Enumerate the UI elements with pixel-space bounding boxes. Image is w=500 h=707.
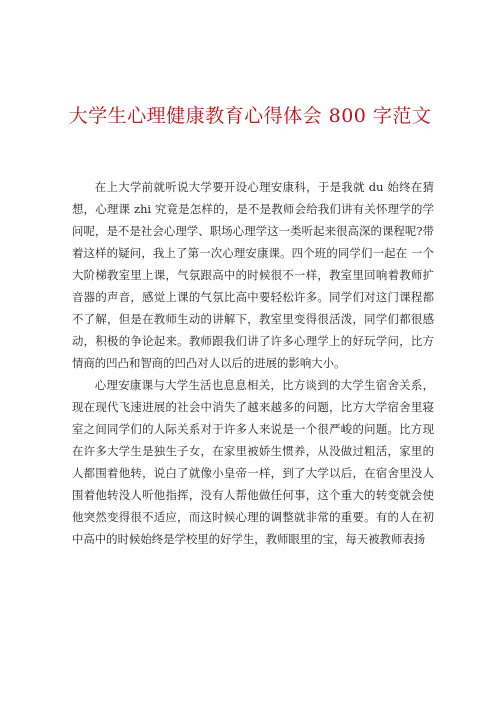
document-body (72, 176, 434, 550)
paragraph-2: 心理安康课与大学生活也息息相关，比方谈到的大学生宿舍关系，现在现代飞速进展的社会中消失了越来越多的问题，比方大学宿舍里寝室之间同学们的人际关系对于许多人来说是一个很严峻的问题。比方现在许多大学生是独生子女，在家里被娇生惯养，从没做过粗活，家里的人都围着他转，说白了就像小皇帝一样，到了大学以后，在宿舍里没人围着他转没人听他指挥，没有人帮他做任何事，这个重大的转变就会使他突然变得很不适应，而这时候心理的调整就非常的重要。有的人在初中高中的时候始终是学校里的好学生，教师眼里的宝，每天被教师表扬 (72, 378, 434, 546)
document-title: 大学生心理健康教育心得体会 800 字范文 (68, 105, 432, 127)
paragraph-1: 在上大学前就听说大学要开设心理安康科，于是我就 du 始终在猜想，心理课 zhi 究竟是怎样的，是不是教师会给我们讲有关怀理学的学问呢，是不是社会心理学、职场心理学这一类听起来很高深的课程呢?带着这样的疑问，我上了第一次心理安康课。四个班的同学们一起在 一个大阶梯教室里上课，气氛跟高中的时候很不一样，教室里回响着教师扩音器的声音，感觉上课的气氛比高中要轻松许多。同学们对这门课程都不了解，但是在教师生动的讲解下，教室里变得很活泼，同学们都很感动，积极的争论起来。教师跟我们讲了许多心理学上的好玩学问，比方情商的凹凸和智商的凹凸对人以后的进展的影响大小。 (72, 180, 434, 370)
